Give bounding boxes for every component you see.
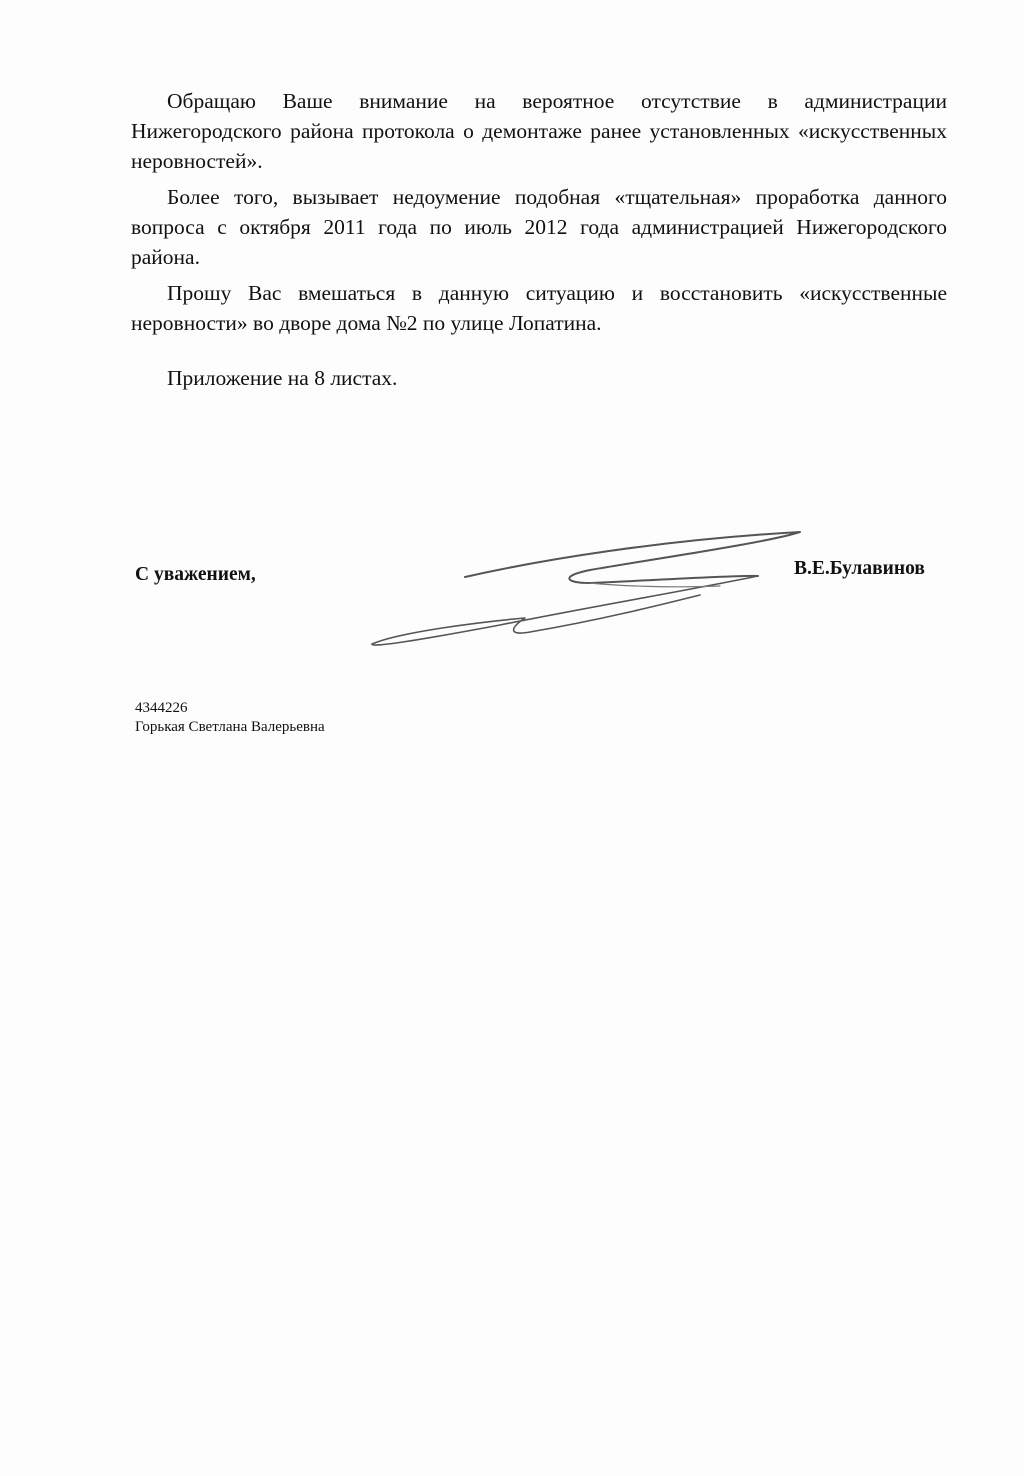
attachment-note: Приложение на 8 листах. [167, 366, 398, 390]
executor-name: Горькая Светлана Валерьевна [135, 719, 325, 735]
executor-phone: 4344226 [135, 700, 188, 716]
paragraph-1: Обращаю Ваше внимание на вероятное отсутствие в администрации Нижегородского района протокола о демонтаже ранее установленных «искусственных неровностей». [131, 89, 947, 173]
closing-phrase: С уважением, [135, 564, 256, 585]
paragraph-2: Более того, вызывает недоумение подобная «тщательная» проработка данного вопроса с октября 2011 года по июль 2012 года администрацией Нижегородского района. [131, 185, 947, 269]
signer-name: В.Е.Булавинов [794, 558, 925, 579]
executor-contact [135, 699, 325, 737]
letter-body [131, 86, 947, 344]
paragraph-3: Прошу Вас вмешаться в данную ситуацию и восстановить «искусственные неровности» во дворе дома №2 по улице Лопатина. [131, 281, 947, 335]
signature-icon [360, 520, 810, 650]
